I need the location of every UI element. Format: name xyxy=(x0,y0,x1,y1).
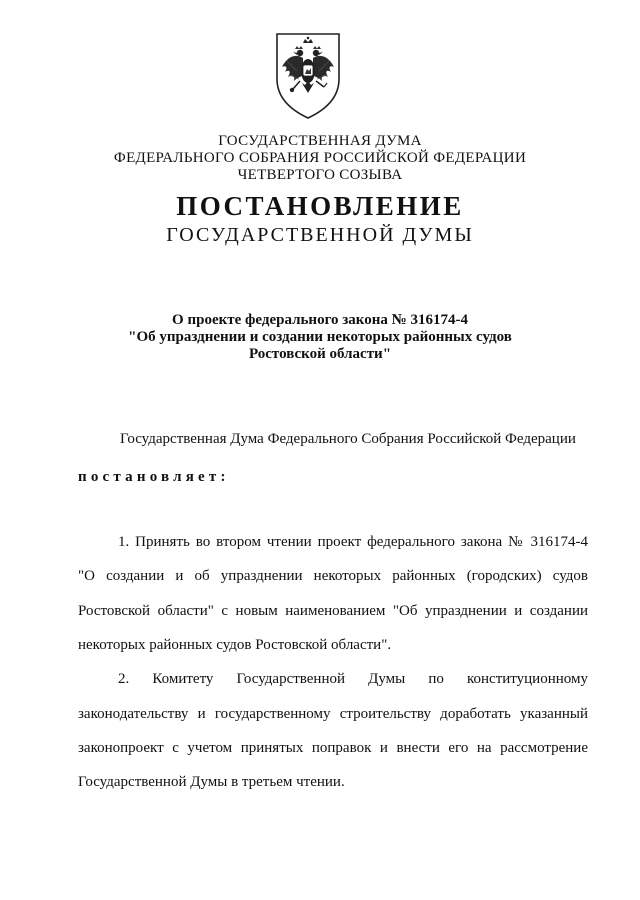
subject-line-2: "Об упразднении и создании некоторых районных судов xyxy=(128,329,512,345)
item-2-word: Комитету xyxy=(152,671,214,687)
russian-coat-of-arms-icon xyxy=(273,31,343,121)
item-1-line-3: Ростовской области" с новым наименованием "Об упразднении и создании xyxy=(78,603,588,619)
item-1-line-2: "О создании и об упразднении некоторых районных (городских) судов xyxy=(78,568,588,584)
item-2-word: 2. xyxy=(118,671,130,687)
preamble: Государственная Дума Федерального Собрания Российской Федерации xyxy=(120,431,576,447)
item-1-line-4: некоторых районных судов Ростовской области". xyxy=(78,637,392,653)
item-2-line-4: Государственной Думы в третьем чтении. xyxy=(78,774,345,790)
subject-line-3: Ростовской области" xyxy=(248,346,392,362)
item-2-line-2: законодательству и государственному строительству доработать указанный xyxy=(78,706,588,722)
subject-line-1: О проекте федерального закона № 316174-4 xyxy=(172,312,468,328)
item-2-word: конституционному xyxy=(466,671,588,687)
document-type-title: ПОСТАНОВЛЕНИЕ xyxy=(176,191,464,221)
org-name-line-3: ЧЕТВЕРТОГО СОЗЫВА xyxy=(237,167,403,183)
item-2-word: по xyxy=(428,671,444,687)
item-2-word: Думы xyxy=(368,671,406,687)
item-2-word: Государственной xyxy=(236,671,346,687)
item-2-line-1 xyxy=(118,670,588,688)
document-issuer: ГОСУДАРСТВЕННОЙ ДУМЫ xyxy=(166,224,474,246)
resolves-word: постановляет: xyxy=(78,469,230,485)
item-2-line-3: законопроект с учетом принятых поправок и внести его на рассмотрение xyxy=(78,740,588,756)
item-1-line-1: 1. Принять во втором чтении проект федерального закона № 316174-4 xyxy=(118,534,588,550)
org-name-line-2: ФЕДЕРАЛЬНОГО СОБРАНИЯ РОССИЙСКОЙ ФЕДЕРАЦИИ xyxy=(113,150,527,166)
org-name-line-1: ГОСУДАРСТВЕННАЯ ДУМА xyxy=(218,133,422,149)
